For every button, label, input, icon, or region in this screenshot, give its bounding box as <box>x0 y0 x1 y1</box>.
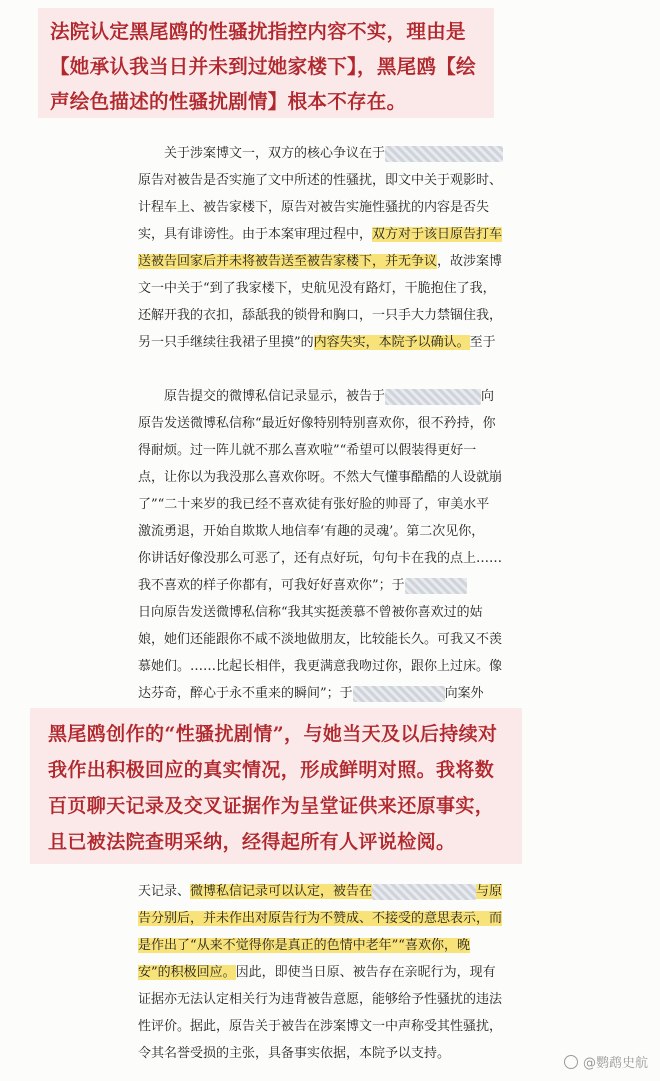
redaction-block <box>353 686 445 702</box>
excerpt-text: 关于涉案博文一，双方的核心争议在于 <box>164 146 386 161</box>
weibo-icon <box>564 1055 578 1069</box>
excerpt-text: 原告提交的微博私信记录显示，被告于 <box>164 389 386 404</box>
highlighted-text: 内容失实，本院予以确认。 <box>313 335 470 350</box>
court-excerpt-1 <box>138 140 558 356</box>
watermark-text: @鹦鹉史航 <box>582 1056 648 1071</box>
excerpt-text: 因此，即使当日原、被告存在亲昵行为，现有 证据亦无法认定相关行为违背被告意愿，能够给予性骚扰的违法 性评价。据此，原告关于被告在涉案博文一中声称受其性骚扰， 令其名誉受损的主张，具备事实依据，本院予以支持。 <box>138 965 503 1061</box>
redaction-block <box>385 146 503 162</box>
highlighted-text: 微博私信记录可以认定，被告在 <box>190 884 373 899</box>
redaction-block <box>405 578 467 594</box>
excerpt-text: 原告对被告是否实施了文中所述的性骚扰，即文中关于观影时、 计程车上、被告家楼下，原告对被告实施性骚扰的内容是否失 实，具有诽谤性。由于本案审理过程中， <box>138 173 503 242</box>
middle-callout: 黑尾鸥创作的“性骚扰剧情”，与她当天及以后持续对 我作出积极回应的真实情况，形成鲜明对照。我将数 百页聊天记录及交叉证据作为呈堂证供来还原事实， 且已被法院查明采纳，经得起所有人评说检阅。 <box>30 708 522 864</box>
court-excerpt-2 <box>138 383 558 707</box>
excerpt-text: 向案外 <box>444 686 484 701</box>
highlighted-text: 与原 告分别后，并未作出对原告行为不赞成、不接受的意思表示，而 是作出了“从来不觉得你是真正的色情中老年”“喜欢你，晚 安”的积极回应。 <box>138 884 503 980</box>
highlighted-text: 双方对于该日原告打车 送被告回家后并未将被告送至被告家楼下，并无争议 <box>138 227 503 269</box>
top-callout: 法院认定黑尾鸥的性骚扰指控内容不实，理由是 【她承认我当日并未到过她家楼下】，黑尾鸥【绘 声绘色描述的性骚扰剧情】根本不存在。 <box>38 8 494 118</box>
excerpt-text: 向 原告发送微博私信称“最近好像特别特别喜欢你，很不矜持，你 得耐烦。过一阵儿就不那么喜欢啦”“希望可以假装得更好一 点，让你以为我没那么喜欢你呀。不然大气懂事酷酷的人设就崩 了”“二十来岁的我已经不喜欢徒有张好脸的帅哥了，审美水平 激流勇退，开始自欺欺人地信奉‘有趣的灵魂’。第二次见你， 你讲话好像没那么可恶了，还有点好玩，句句卡在我的点上…… 我不喜欢的样子你都有，可我好好喜欢你”；于 <box>138 389 503 593</box>
weibo-watermark <box>564 1052 648 1071</box>
excerpt-text: 日向原告发送微博私信称“我其实挺羡慕不曾被你喜欢过的姑 娘，她们还能跟你不咸不淡地做朋友，比较能长久。可我又不羡 慕她们。……比起长相伴，我更满意我吻过你，跟你上过床。像 达芬奇，醉心于永不重来的瞬间”；于 <box>138 605 503 701</box>
excerpt-text: 天记录、 <box>138 884 191 899</box>
excerpt-text: ，故涉案博 文一中关于“到了我家楼下，史航见没有路灯，干脆抱住了我， 还解开我的衣扣，舔舐我的锁骨和胸口，一只手大力禁锢住我， 另一只手继续往我裙子里摸”的 <box>138 254 503 350</box>
court-excerpt-3 <box>138 878 558 1067</box>
excerpt-text: 至于 <box>469 335 496 350</box>
redaction-block <box>385 389 481 405</box>
redaction-block <box>372 884 476 900</box>
